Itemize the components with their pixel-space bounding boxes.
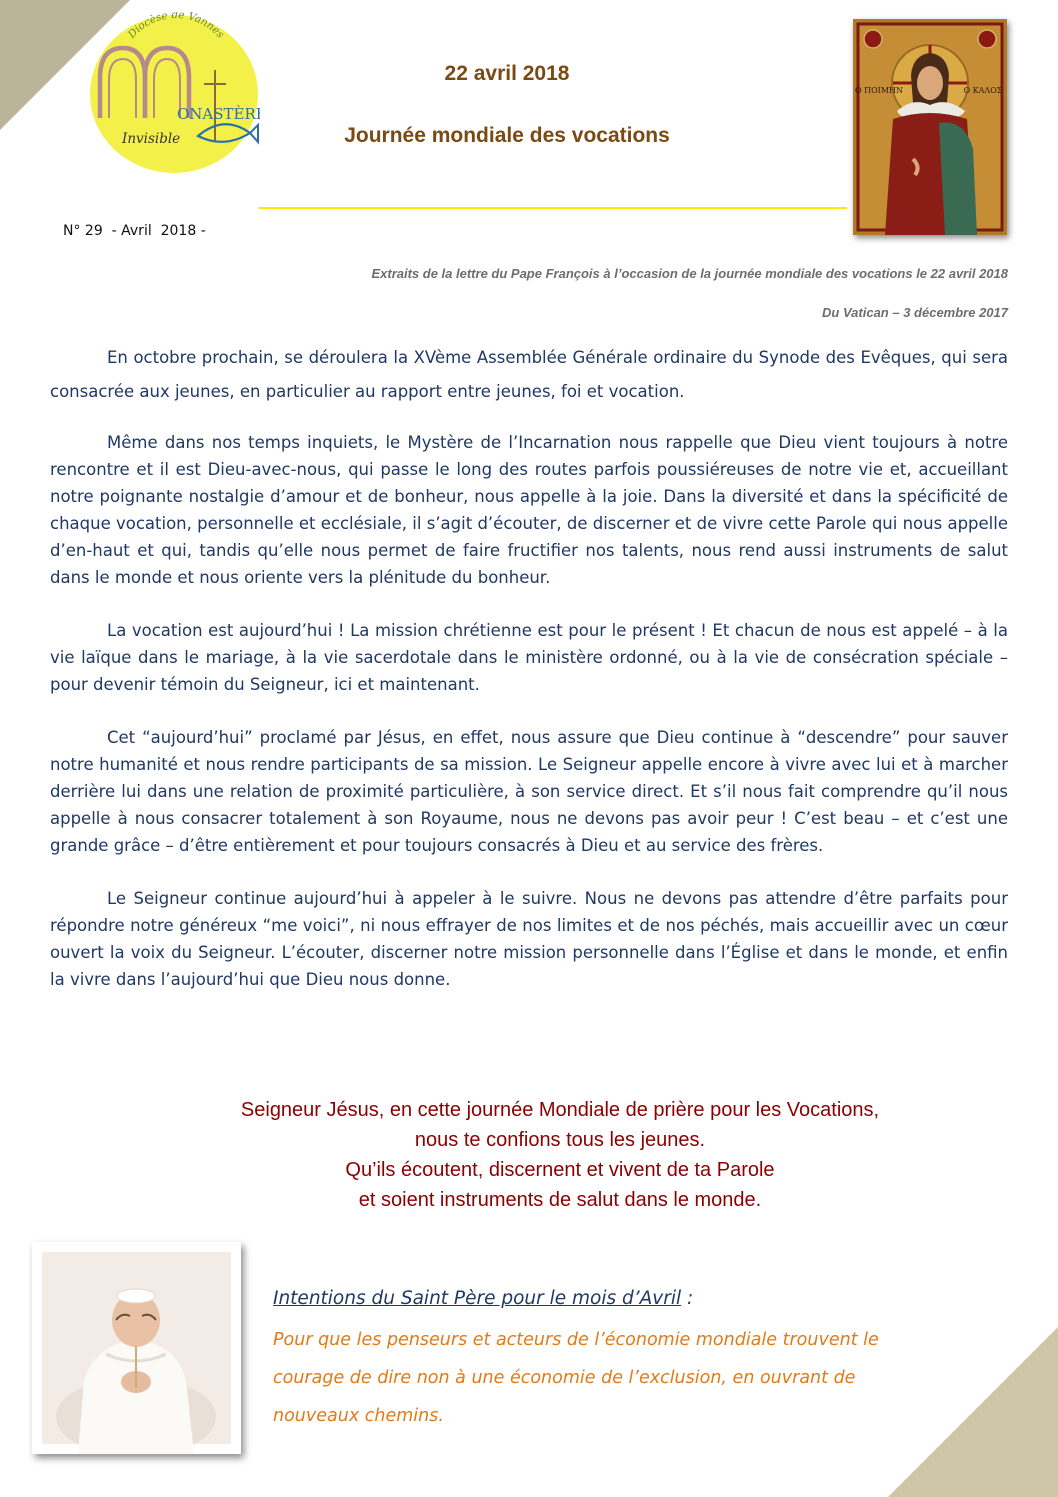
- logo-wordmark: ONASTÈRE: [177, 105, 260, 123]
- intentions-text: Pour que les penseurs et acteurs de l’économie mondiale trouvent le courage de dire non à une économie de l’exclusion, en ouvrant de nouveaux chemins.: [273, 1330, 879, 1426]
- icon-inscription-right: Ο ΚΑΛΟΣ: [963, 86, 1003, 95]
- logo-invisible-text: Invisible: [122, 131, 181, 147]
- publication-date: 22 avril 2018: [444, 62, 570, 85]
- prayer-line: nous te confions tous les jeunes.: [414, 1129, 706, 1151]
- paragraph: Le Seigneur continue aujourd’hui à appeler à le suivre. Nous ne devons pas attendre d’être parfaits pour répondre notre généreux “me voici”, ni nous effrayer de nos limites et de nos péchés, mais accueillir avec un cœur ouvert la voix du Seigneur. L’écouter, discerner notre mission personnelle dans l’Église et dans le monde, et enfin la vivre dans l’aujourd’hui que Dieu nous donne.: [50, 889, 1008, 989]
- prayer-line: Qu’ils écoutent, discernent et vivent de ta Parole: [345, 1159, 775, 1181]
- paragraph: Même dans nos temps inquiets, le Mystère de l’Incarnation nous rappelle que Dieu vient toujours à notre rencontre et il est Dieu-avec-nous, qui passe le long des routes parfois poussiéreuses de notre vie et, accueillant notre poignante nostalgie d’amour et de bonheur, nous appelle à la joie. Dans la diversité et dans la spécificité de chaque vocation, personnelle et ecclésiale, il s’agit d’écouter, de discerner et de vivre cette Parole qui nous appelle d’en-haut et qui, tandis qu’elle nous permet de faire fructifier nos talents, nous rend aussi instruments de salut dans le monde et nous oriente vers la plénitude du bonheur.: [50, 433, 1008, 587]
- issue-number: N° 29 - Avril 2018 -: [63, 223, 206, 239]
- paragraph: La vocation est aujourd’hui ! La mission chrétienne est pour le présent ! Et chacun de nous est appelé – à la vie laïque dans le mariage, à la vie sacerdotale dans le ministère ordonné, ou à la vie de consécration spéciale – pour devenir témoin du Seigneur, ici et maintenant.: [50, 621, 1008, 694]
- logo-diocese-text: Diocèse de Vannes: [125, 12, 227, 41]
- pope-francis-photo: [32, 1242, 241, 1454]
- title-divider: [259, 207, 847, 209]
- prayer: [140, 1095, 980, 1215]
- page-title: Journée mondiale des vocations: [344, 124, 670, 147]
- intentions-heading: Intentions du Saint Père pour le mois d’Avril :: [273, 1288, 694, 1309]
- letter-source: Extraits de la lettre du Pape François à l’occasion de la journée mondiale des vocations le 22 avril 2018: [371, 266, 1008, 281]
- icon-inscription-left: Ο ΠΟΙΜΗΝ: [855, 86, 903, 95]
- paragraph: En octobre prochain, se déroulera la XVème Assemblée Générale ordinaire du Synode des Evêques, qui sera consacrée aux jeunes, en particulier au rapport entre jeunes, foi et vocation.: [50, 348, 1008, 401]
- letter-place-date: Du Vatican – 3 décembre 2017: [822, 305, 1008, 320]
- good-shepherd-icon-image: [853, 19, 1007, 235]
- prayer-line: Seigneur Jésus, en cette journée Mondiale de prière pour les Vocations,: [240, 1099, 880, 1121]
- prayer-line: et soient instruments de salut dans le monde.: [358, 1189, 762, 1211]
- letter-excerpt: [50, 341, 1008, 1019]
- paragraph: Cet “aujourd’hui” proclamé par Jésus, en effet, nous assure que Dieu continue à “descendre” pour sauver notre humanité et nous rendre participants de sa mission. Le Seigneur appelle encore à vivre avec lui et à marcher derrière lui dans une relation de proximité particulière, à son service direct. Et s’il nous fait comprendre qu’il nous appelle à nous consacrer totalement à son Royaume, nous ne devons pas avoir peur ! C’est beau – et c’est une grande grâce – d’être entièrement et pour toujours consacrés à Dieu et au service des frères.: [50, 728, 1008, 855]
- monastere-invisible-logo: [86, 12, 260, 176]
